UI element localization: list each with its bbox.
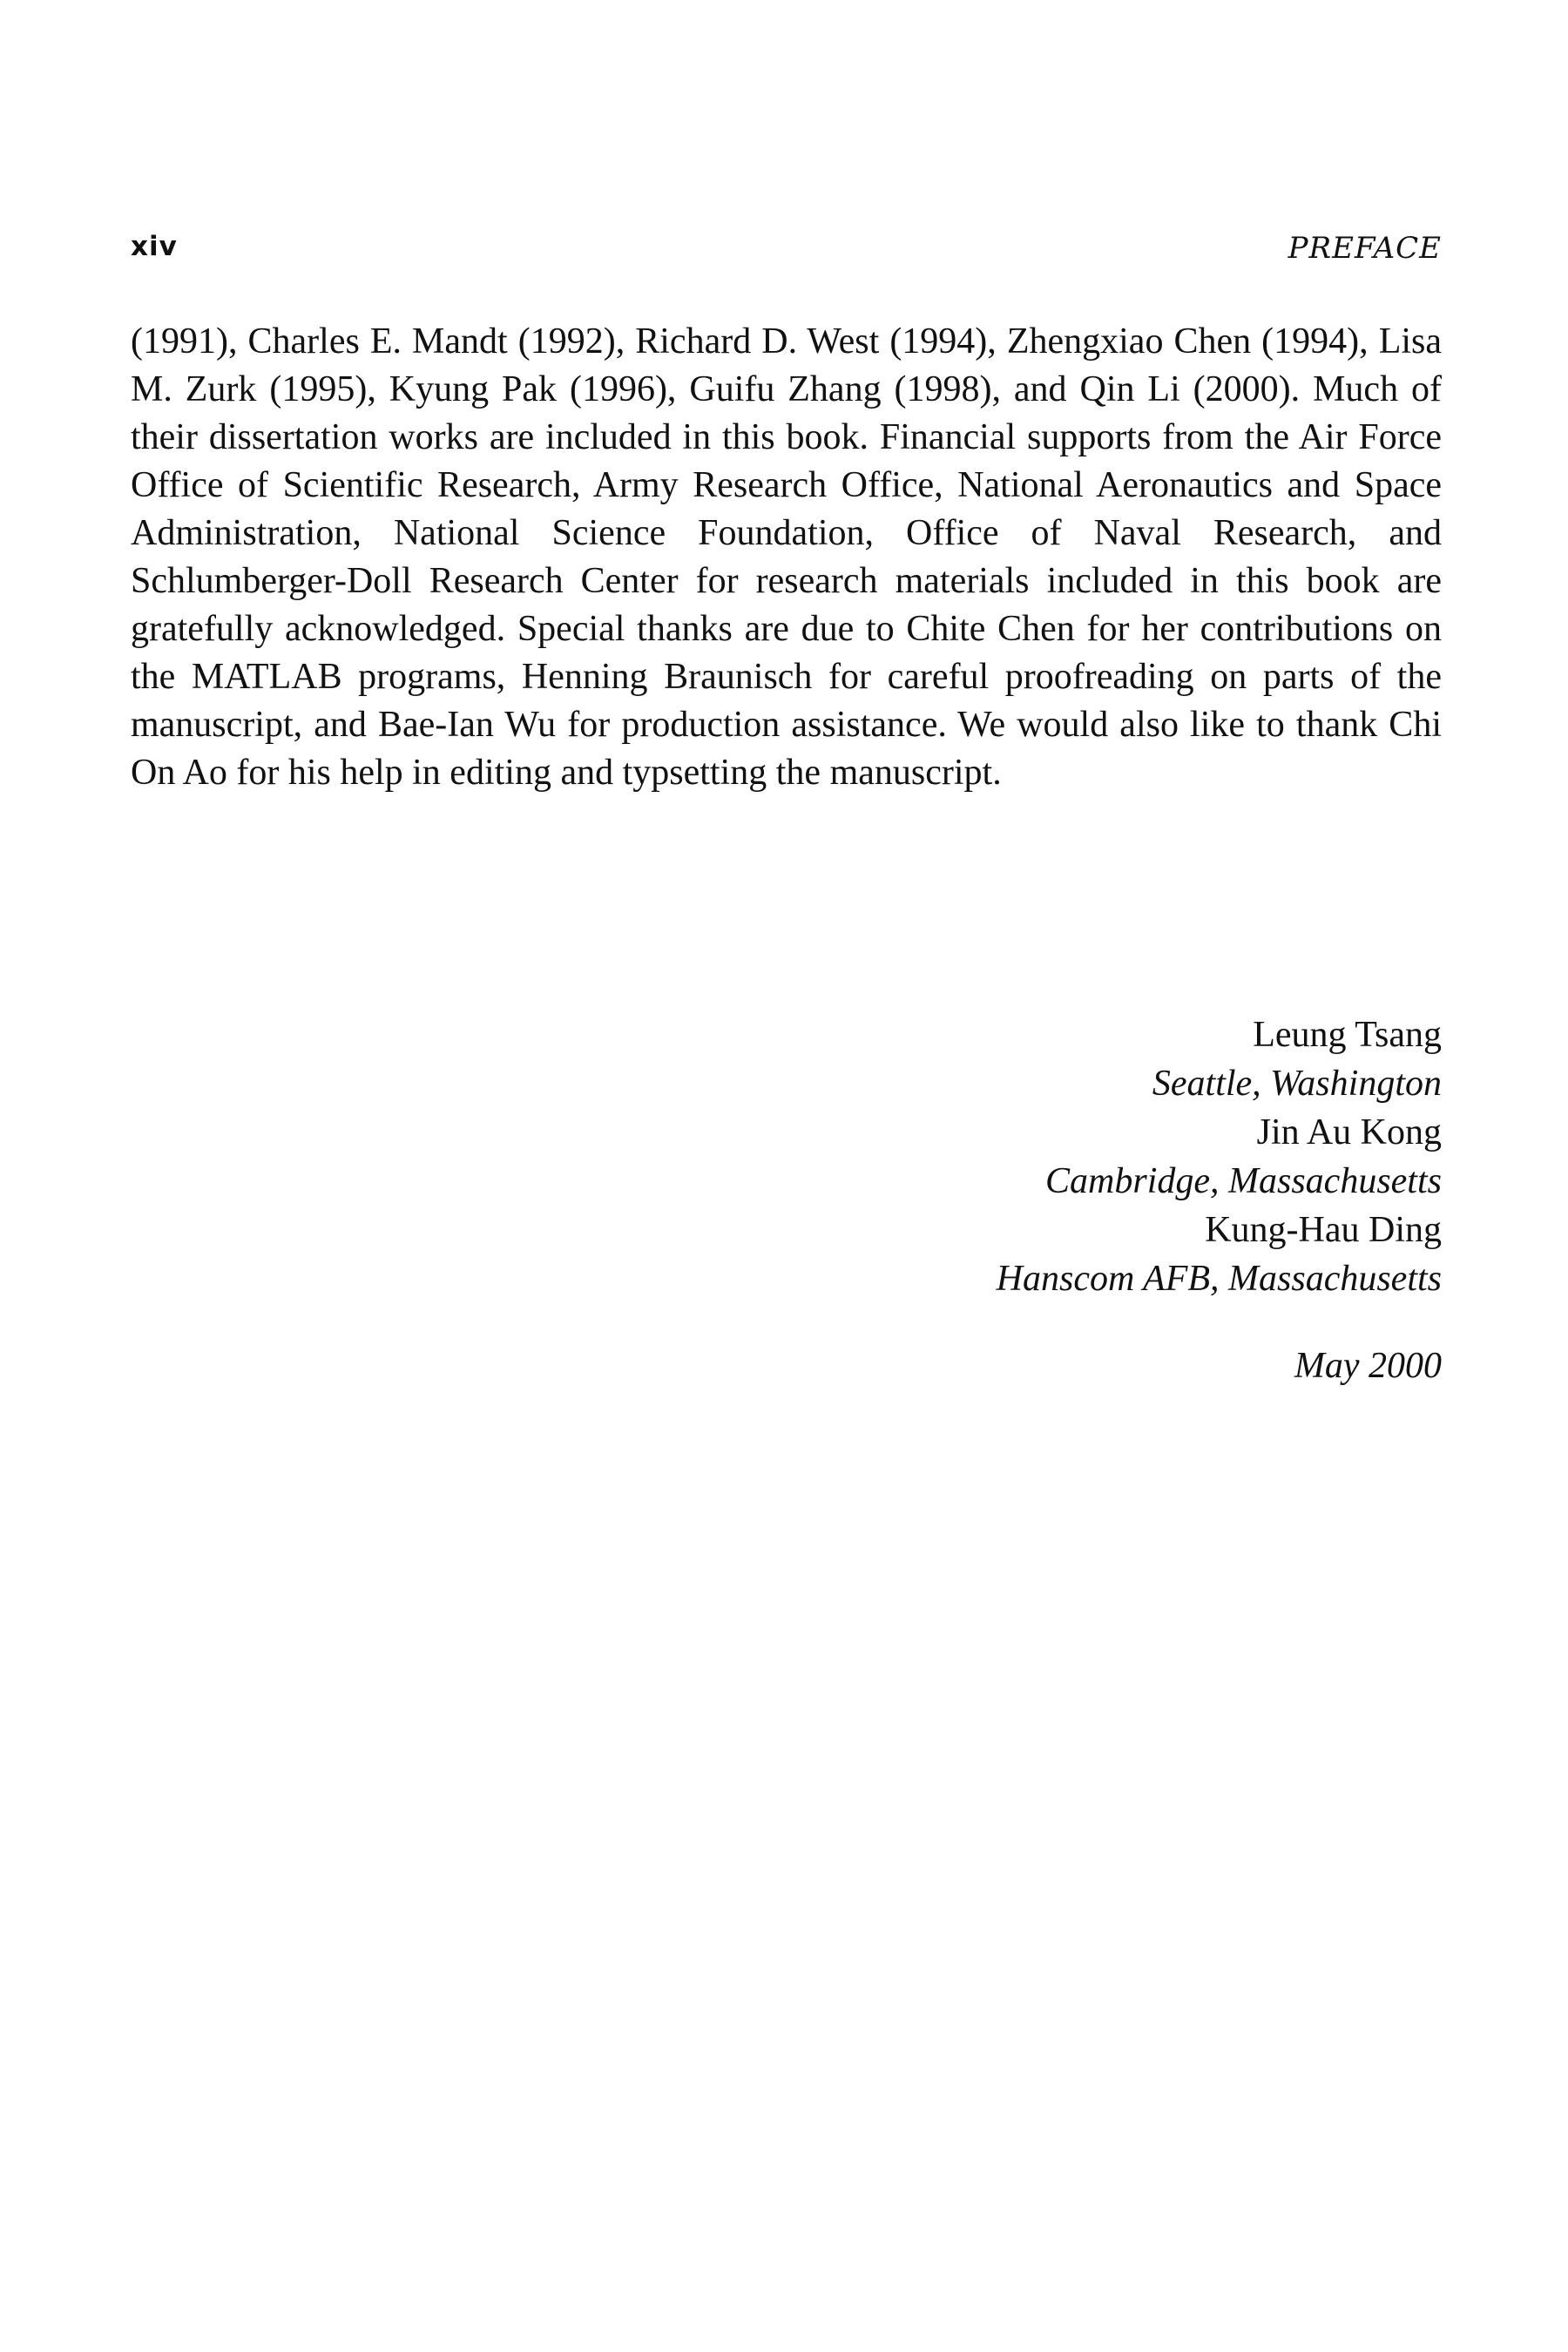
author-location: Seattle, Washington bbox=[1152, 1064, 1442, 1104]
page-number: xiv bbox=[131, 231, 178, 262]
author-location: Cambridge, Massachusetts bbox=[1045, 1161, 1442, 1201]
author-name: Leung Tsang bbox=[1253, 1015, 1442, 1055]
page-header bbox=[131, 231, 1442, 274]
author-name: Kung-Hau Ding bbox=[1205, 1210, 1442, 1250]
preface-paragraph: (1991), Charles E. Mandt (1992), Richard D. West (1994), Zhengxiao Chen (1994), Lisa M. Zurk (1995), Kyung Pak (1996), Guifu Zhang (1998), and Qin Li (2000). Much of their dissertation works are included in this book. Financial supports from the Air Force Office of Scientific Research, Army Research Office, National Aeronautics and Space Administration, National Science Foundation, Office of Naval Research, and Schlumberger-Doll Research Center for research materials included in this book are gratefully acknowledged. Special thanks are due to Chite Chen for her contributions on the MATLAB programs, Henning Braunisch for careful proofreading on parts of the manuscript, and Bae-Ian Wu for production assistance. We would also like to thank Chi On Ao for his help in editing and typsetting the manuscript. bbox=[131, 321, 1442, 793]
preface-date: May 2000 bbox=[1294, 1346, 1442, 1386]
running-head: PREFACE bbox=[1288, 231, 1442, 266]
author-name: Jin Au Kong bbox=[1256, 1112, 1442, 1152]
signature-block bbox=[396, 1010, 1442, 1303]
author-location: Hanscom AFB, Massachusetts bbox=[996, 1259, 1442, 1299]
